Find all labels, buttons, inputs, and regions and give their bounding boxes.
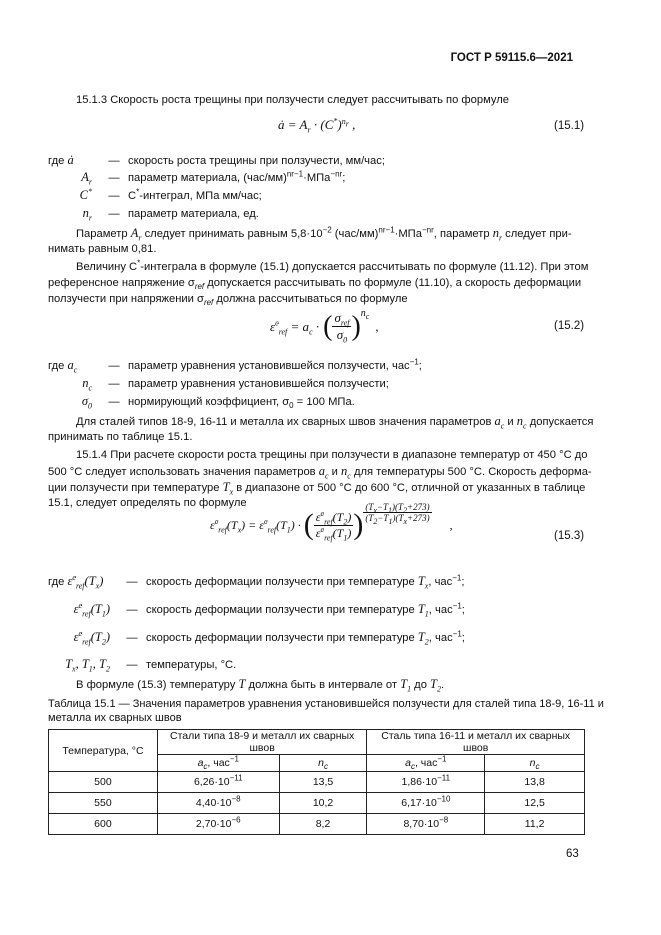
where-row-temperatures: $T_x$, $T_1$, $T_2$ — температуры, °С. bbox=[65, 657, 237, 674]
para-parameter-a-line1: Параметр $A_r$ следует принимать равным $5,8\cdot 10^{-2}$ $(час/мм)^{nr-1}\cdot МПа^{-nr}$, параметр $n_r$ следует при- bbox=[76, 225, 572, 243]
where-row-eps-t1: $\varepsiloṅ^c_{ref}(T_1)$ — скорость деформации ползучести при температуре $T_1$, час$^{-1}$; bbox=[73, 600, 465, 619]
table-caption-line1: Таблица 15.1 — Значения параметров уравнения установившейся ползучести для сталей типа 18-9, 16-11 и bbox=[48, 698, 604, 710]
table-caption-line2: металла их сварных швов bbox=[48, 712, 182, 724]
section-15-1-4-line4: 15.1, следует определять по формуле bbox=[48, 497, 247, 509]
section-15-1-4-line2: 500 °С следует использовать значения параметров $a_c$ и $n_c$ для температуры 500 °С. Скорость деформа- bbox=[48, 464, 592, 481]
where-row-c-star: C* — C*-интеграл, МПа мм/час; bbox=[79, 186, 262, 202]
cell-nc2: 12,5 bbox=[485, 793, 585, 814]
header-steel-18-9: Стали типа 18-9 и металл их сварных швов bbox=[157, 730, 367, 755]
equation-number-15-2: (15.2) bbox=[554, 320, 585, 332]
para-steels-line1: Для сталей типов 18-9, 16-11 и металла их сварных швов значения параметров $a_c$ и $n_c$ допускается bbox=[76, 414, 594, 431]
equation-number-15-3: (15.3) bbox=[554, 530, 585, 542]
cell-temp: 500 bbox=[49, 772, 158, 793]
where-row-sigma0: $\sigma_0$ — нормирующий коэффициент, $\sigma_0 = 100$ МПа. bbox=[81, 394, 355, 411]
cell-ac1: $4,40\cdot 10^{-8}$ bbox=[157, 793, 279, 814]
document-header: ГОСТ Р 59115.6—2021 bbox=[450, 52, 573, 64]
cell-ac2: $8,70\cdot 10^{-8}$ bbox=[367, 814, 485, 835]
header-temperature: Температура, °С bbox=[49, 730, 158, 772]
cell-temp: 600 bbox=[49, 814, 158, 835]
cell-nc2: 13,8 bbox=[485, 772, 585, 793]
subheader-nc-2: $n_c$ bbox=[485, 755, 585, 772]
equation-number-15-1: (15.1) bbox=[554, 120, 585, 132]
where-row-nr: $n_r$ — параметр материала, ед. bbox=[82, 206, 259, 223]
para-steels-line2: принимать по таблице 15.1. bbox=[48, 431, 193, 443]
section-15-1-4-line1: 15.1.4 При расчете скорости роста трещины при ползучести в диапазоне температур от 450 °С до bbox=[76, 449, 588, 461]
where-desc: скорость роста трещины при ползучести, мм/час; bbox=[128, 155, 385, 167]
where-row-nc: $n_c$ — параметр уравнения установившейся ползучести; bbox=[82, 376, 389, 393]
cell-nc2: 11,2 bbox=[485, 814, 585, 835]
where-row-ac: где $a_c$ — параметр уравнения установившейся ползучести, час$^{-1}$; bbox=[48, 357, 422, 375]
page-number: 63 bbox=[566, 848, 579, 860]
cell-temp: 550 bbox=[49, 793, 158, 814]
para-c-integral-line3: ползучести при напряжении $\sigma_{ref}$ должна рассчитываться по формуле bbox=[48, 293, 408, 308]
where-row-a-dot: где ȧ — скорость роста трещины при ползучести, мм/час; bbox=[48, 153, 385, 167]
cell-nc1: 13,5 bbox=[279, 772, 367, 793]
table-15-1 bbox=[48, 729, 585, 835]
cell-ac2: $6,17\cdot 10^{-10}$ bbox=[367, 793, 485, 814]
where-row-ar: $A_r$ — параметр материала, $(час/мм)^{nr-1}\cdot МПа^{-nr}$; bbox=[81, 169, 346, 187]
subheader-ac-1: $a_c$, час$^{-1}$ bbox=[157, 755, 279, 772]
where-row-eps-tx: где $\varepsiloṅ^c_{ref}(T_x)$ — скорость деформации ползучести при температуре $T_x$, час$^{-1}$; bbox=[48, 572, 465, 591]
para-c-integral-line2: референсное напряжение $\sigma_{ref}$ допускается рассчитывать по формуле (11.10), а скорость деформации bbox=[48, 277, 582, 292]
para-c-integral-line1: Величину C*-интеграла в формуле (15.1) допускается рассчитывать по формуле (11.12). При этом bbox=[76, 258, 589, 273]
section-15-1-4-line3: ции ползучести при температуре $T_x$ в диапазоне от 500 °С до 600 °С, отличной от указанных в таблице bbox=[48, 480, 586, 497]
table-row bbox=[49, 814, 585, 835]
cell-ac1: $6,26\cdot 10^{-11}$ bbox=[157, 772, 279, 793]
formula-15-1: ȧ = $A_r \cdot (C^*)^{n_r}$ , bbox=[278, 116, 356, 135]
cell-ac1: $2,70\cdot 10^{-6}$ bbox=[157, 814, 279, 835]
table-row bbox=[49, 793, 585, 814]
subheader-nc-1: $n_c$ bbox=[279, 755, 367, 772]
subheader-ac-2: $a_c$, час$^{-1}$ bbox=[367, 755, 485, 772]
header-steel-16-11: Сталь типа 16-11 и металл их сварных швов bbox=[367, 730, 585, 755]
where-row-eps-t2: $\varepsiloṅ^c_{ref}(T_2)$ — скорость деформации ползучести при температуре $T_2$, час$^{-1}$; bbox=[73, 628, 465, 647]
formula-15-3: $\varepsiloṅ^c_{ref}(T_x)$ = $\varepsiloṅ^c_{ref}(T_1)$ · ( $\frac{\varepsiloṅ^c_{ref}(T_2)}{\varepsiloṅ^c_{ref}(T_1)}$ ) $\frac{(T_x-T_1)(T_2+273)}{(T_2-T_1)(T_x+273)}$ , bbox=[210, 502, 453, 542]
para-temperature-range: В формуле (15.3) температуру T должна быть в интервале от $T_1$ до $T_2$. bbox=[76, 677, 445, 694]
para-parameter-a-line2: нимать равным 0,81. bbox=[48, 243, 157, 255]
cell-nc1: 10,2 bbox=[279, 793, 367, 814]
table-row bbox=[49, 772, 585, 793]
section-15-1-3-text: 15.1.3 Скорость роста трещины при ползучести следует рассчитывать по формуле bbox=[76, 94, 510, 106]
formula-15-2: ε̇$^c_{ref}$ = $a_c$ · ( $\frac{\sigma_{ref}}{\sigma_0}$ ) $n_c$ , bbox=[270, 308, 379, 345]
cell-nc1: 8,2 bbox=[279, 814, 367, 835]
cell-ac2: $1,86\cdot 10^{-11}$ bbox=[367, 772, 485, 793]
